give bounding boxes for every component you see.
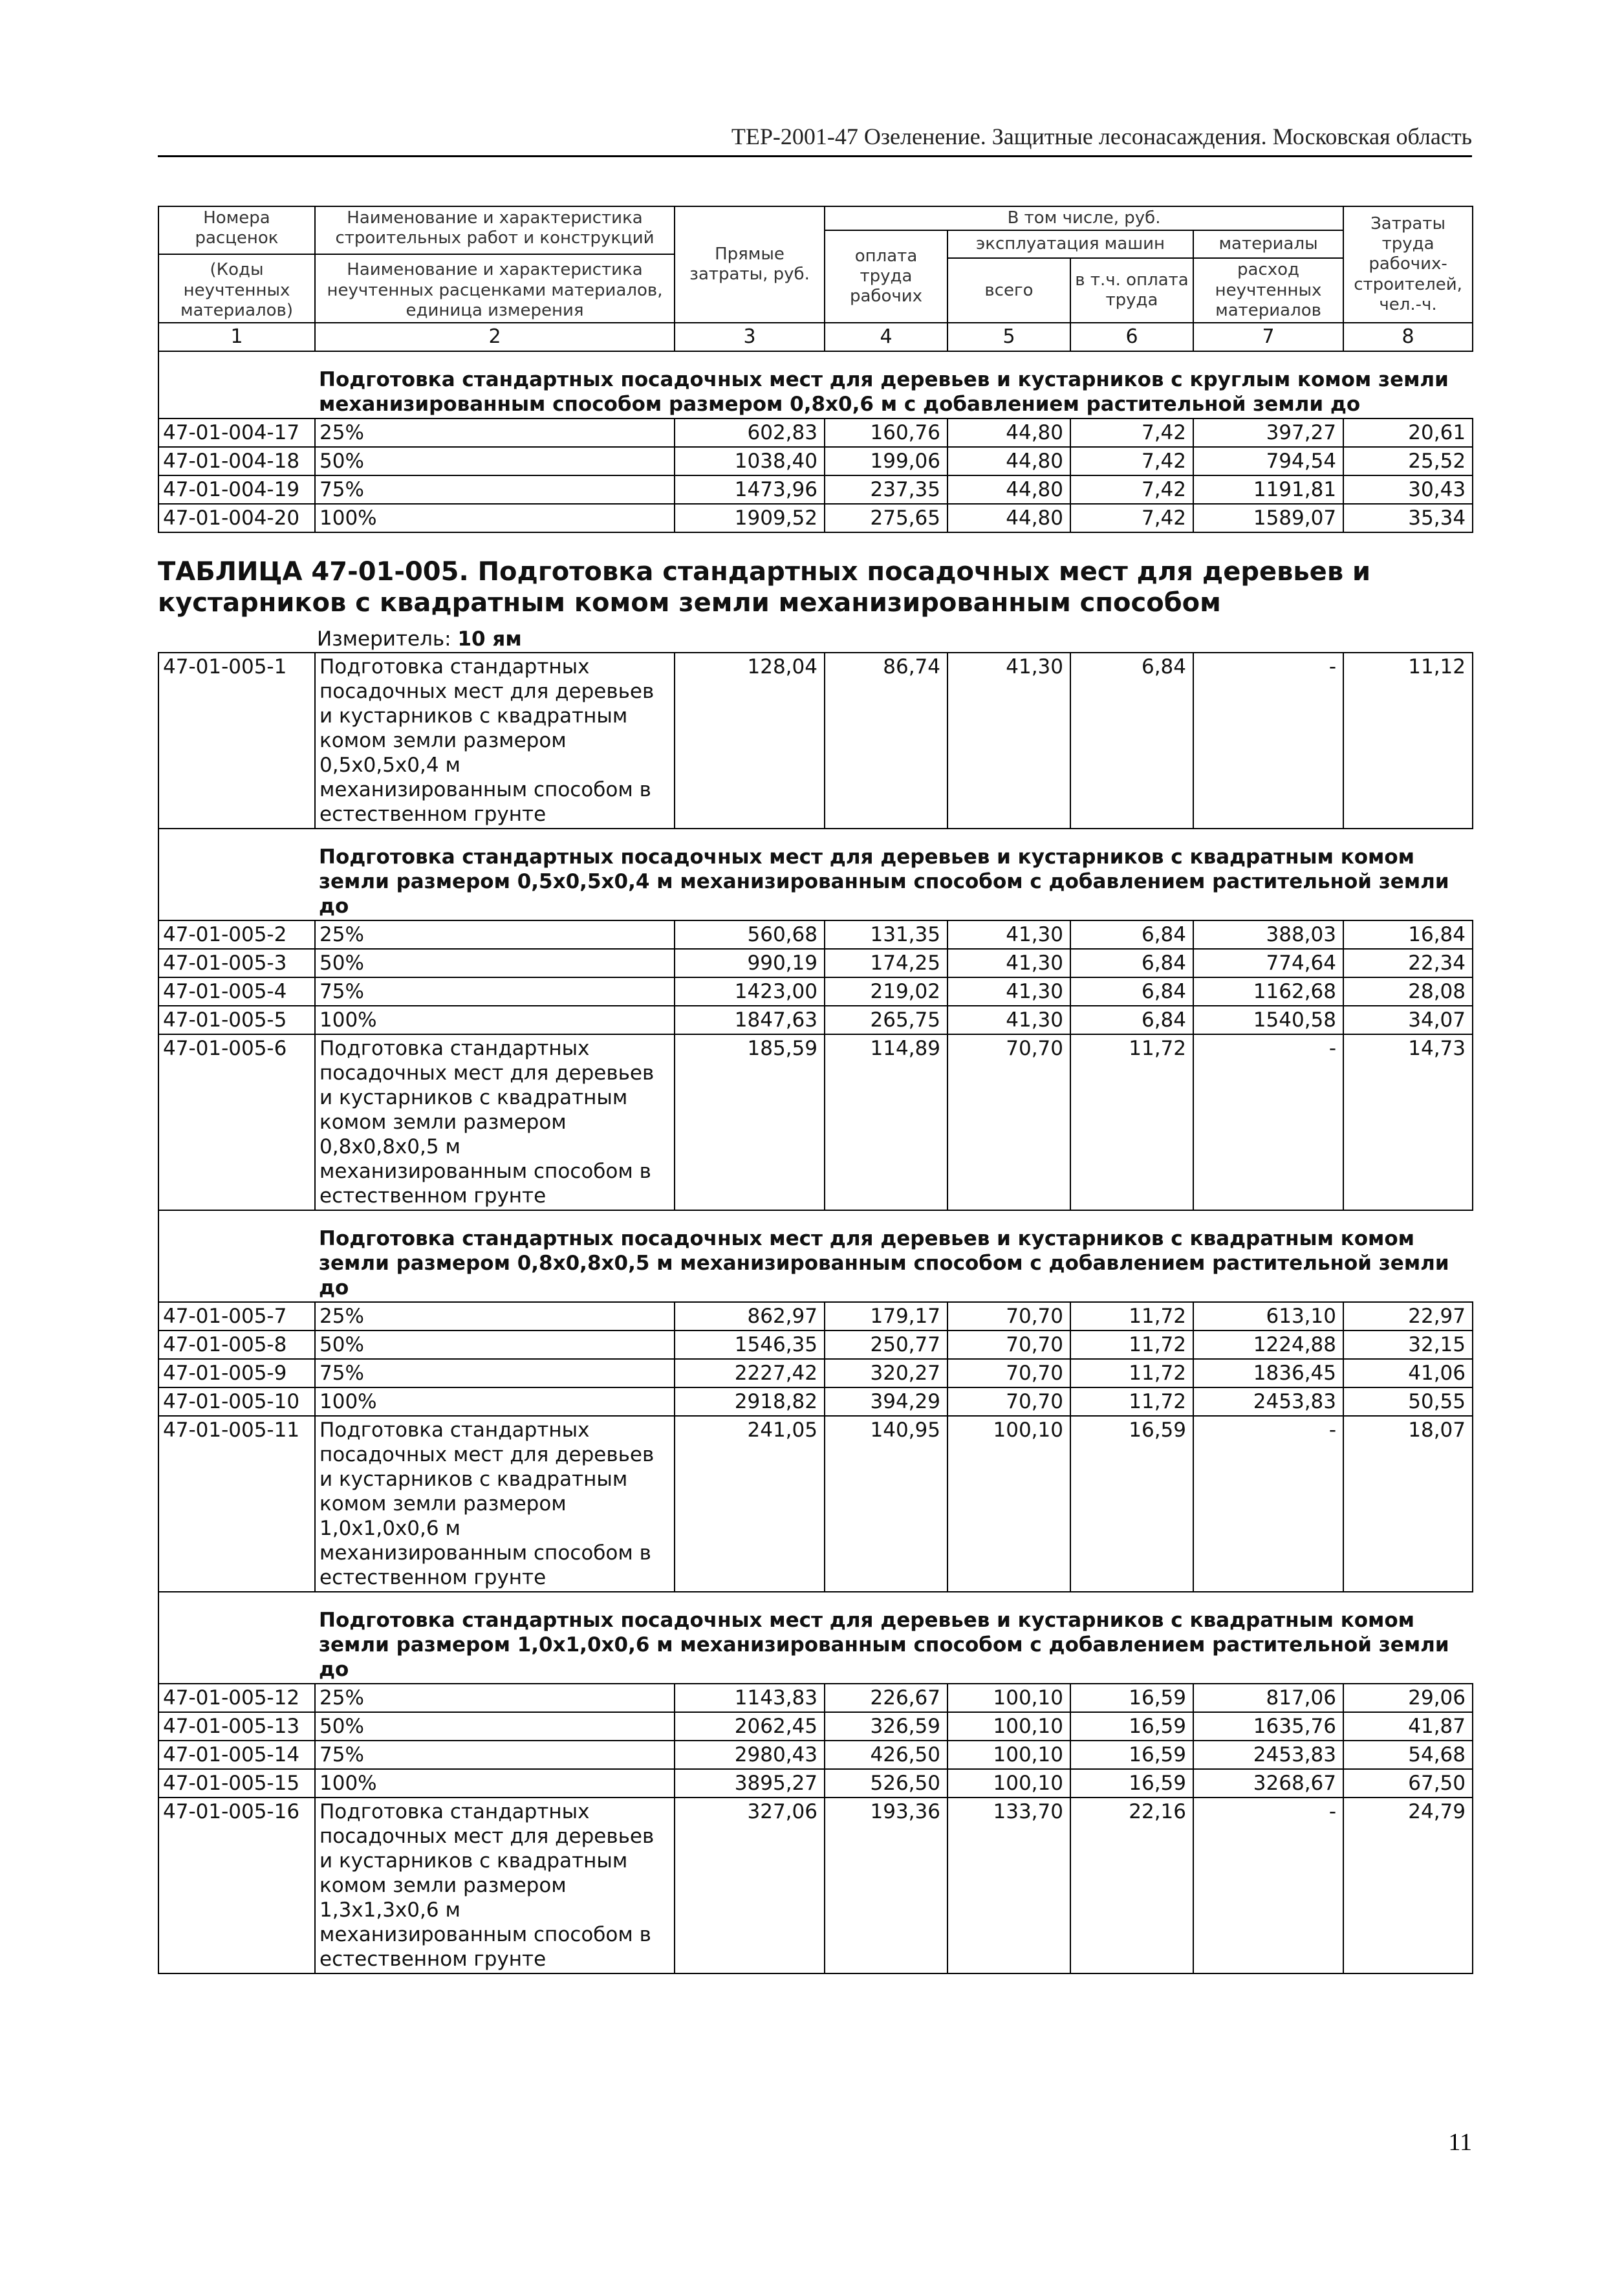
worker-pay: 174,25 xyxy=(825,949,947,977)
table-body-2 xyxy=(158,653,1473,1973)
section-blank-cell xyxy=(158,1592,315,1684)
col-code-label: Номера расценок xyxy=(195,208,279,248)
worker-pay: 193,36 xyxy=(825,1798,947,1973)
page-number: 11 xyxy=(1448,2129,1472,2156)
machines-labor: 16,59 xyxy=(1070,1769,1193,1798)
rate-code: 47-01-005-11 xyxy=(158,1416,315,1592)
table-row xyxy=(158,920,1473,949)
labor-hours: 14,73 xyxy=(1343,1034,1473,1210)
work-name: Подготовка стандартных посадочных мест для деревьев и кустарников с квадратным комом земли размером 1,0х1,0х0,6 м механизированным способом в естественном грунте xyxy=(315,1416,675,1592)
col-number: 2 xyxy=(315,323,675,351)
labor-hours: 24,79 xyxy=(1343,1798,1473,1973)
work-name: 50% xyxy=(315,447,675,475)
rate-code: 47-01-004-17 xyxy=(158,418,315,447)
work-name: 25% xyxy=(315,920,675,949)
labor-hours: 67,50 xyxy=(1343,1769,1473,1798)
work-name: 75% xyxy=(315,977,675,1006)
work-name: 100% xyxy=(315,1769,675,1798)
worker-pay: 114,89 xyxy=(825,1034,947,1210)
table-row xyxy=(158,1712,1473,1741)
rates-sheet xyxy=(158,206,1472,1974)
materials-cost: - xyxy=(1193,1416,1343,1592)
table-row xyxy=(158,447,1473,475)
work-name: 50% xyxy=(315,1712,675,1741)
table-row xyxy=(158,1684,1473,1712)
rate-code: 47-01-005-14 xyxy=(158,1741,315,1769)
direct-costs: 2918,82 xyxy=(675,1387,825,1416)
table-row xyxy=(158,1769,1473,1798)
worker-pay: 199,06 xyxy=(825,447,947,475)
machines-labor: 22,16 xyxy=(1070,1798,1193,1973)
direct-costs: 327,06 xyxy=(675,1798,825,1973)
machines-total: 100,10 xyxy=(947,1741,1070,1769)
materials-cost: - xyxy=(1193,653,1343,829)
direct-costs: 1909,52 xyxy=(675,504,825,532)
section-header-row xyxy=(158,1210,1473,1302)
table-row xyxy=(158,1359,1473,1387)
direct-costs: 1143,83 xyxy=(675,1684,825,1712)
work-name: 100% xyxy=(315,504,675,532)
work-name: 25% xyxy=(315,1684,675,1712)
direct-costs: 1847,63 xyxy=(675,1006,825,1034)
worker-pay: 326,59 xyxy=(825,1712,947,1741)
direct-costs: 185,59 xyxy=(675,1034,825,1210)
col-code-sub-label: (Коды неучтенных материалов) xyxy=(159,254,314,321)
work-name: 100% xyxy=(315,1006,675,1034)
meter xyxy=(158,627,1472,652)
machines-labor: 16,59 xyxy=(1070,1741,1193,1769)
direct-costs: 1473,96 xyxy=(675,475,825,504)
col-header-direct-costs: Прямые затраты, руб. xyxy=(675,206,825,323)
page-header: ТЕР-2001-47 Озеленение. Защитные лесонасаждения. Московская область xyxy=(158,123,1472,157)
machines-labor: 7,42 xyxy=(1070,418,1193,447)
work-name: 25% xyxy=(315,418,675,447)
col-header-machines-labor: в т.ч. оплата труда xyxy=(1070,258,1193,323)
labor-hours: 54,68 xyxy=(1343,1741,1473,1769)
worker-pay: 226,67 xyxy=(825,1684,947,1712)
rate-code: 47-01-005-10 xyxy=(158,1387,315,1416)
labor-hours: 16,84 xyxy=(1343,920,1473,949)
rate-code: 47-01-004-18 xyxy=(158,447,315,475)
rate-code: 47-01-005-13 xyxy=(158,1712,315,1741)
section-header-row xyxy=(158,1592,1473,1684)
machines-total: 41,30 xyxy=(947,653,1070,829)
materials-cost: 1162,68 xyxy=(1193,977,1343,1006)
section-blank-cell xyxy=(158,829,315,920)
worker-pay: 250,77 xyxy=(825,1331,947,1359)
labor-hours: 34,07 xyxy=(1343,1006,1473,1034)
materials-cost: 1589,07 xyxy=(1193,504,1343,532)
machines-total: 100,10 xyxy=(947,1712,1070,1741)
rate-code: 47-01-005-4 xyxy=(158,977,315,1006)
col-header-machines: эксплуатация машин xyxy=(947,230,1193,258)
table-row xyxy=(158,1387,1473,1416)
worker-pay: 237,35 xyxy=(825,475,947,504)
machines-total: 44,80 xyxy=(947,504,1070,532)
table-row xyxy=(158,418,1473,447)
section-title: Подготовка стандартных посадочных мест для деревьев и кустарников с квадратным комом земли размером 0,8х0,8х0,5 м механизированным способом с добавлением растительной земли до xyxy=(315,1210,1473,1302)
machines-labor: 7,42 xyxy=(1070,504,1193,532)
machines-labor: 6,84 xyxy=(1070,920,1193,949)
work-name: 75% xyxy=(315,1359,675,1387)
materials-cost: 613,10 xyxy=(1193,1302,1343,1331)
col-number: 1 xyxy=(158,323,315,351)
rate-code: 47-01-005-5 xyxy=(158,1006,315,1034)
materials-cost: - xyxy=(1193,1798,1343,1973)
table-body-1 xyxy=(158,351,1473,532)
rate-code: 47-01-005-8 xyxy=(158,1331,315,1359)
table-row xyxy=(158,1006,1473,1034)
table-row xyxy=(158,1741,1473,1769)
rate-code: 47-01-004-20 xyxy=(158,504,315,532)
col-number: 8 xyxy=(1343,323,1473,351)
materials-cost: 1635,76 xyxy=(1193,1712,1343,1741)
rate-code: 47-01-005-1 xyxy=(158,653,315,829)
machines-labor: 11,72 xyxy=(1070,1302,1193,1331)
materials-cost: 2453,83 xyxy=(1193,1387,1343,1416)
labor-hours: 32,15 xyxy=(1343,1331,1473,1359)
section-title: Подготовка стандартных посадочных мест для деревьев и кустарников с квадратным комом земли размером 0,5х0,5х0,4 м механизированным способом с добавлением растительной земли до xyxy=(315,829,1473,920)
table-row xyxy=(158,1034,1473,1210)
work-name: 75% xyxy=(315,475,675,504)
col-header-code xyxy=(158,206,315,323)
machines-labor: 11,72 xyxy=(1070,1387,1193,1416)
machines-total: 44,80 xyxy=(947,447,1070,475)
machines-labor: 7,42 xyxy=(1070,447,1193,475)
labor-hours: 41,06 xyxy=(1343,1359,1473,1387)
work-name: Подготовка стандартных посадочных мест для деревьев и кустарников с квадратным комом земли размером 0,8х0,8х0,5 м механизированным способом в естественном грунте xyxy=(315,1034,675,1210)
table-row xyxy=(158,475,1473,504)
labor-hours: 29,06 xyxy=(1343,1684,1473,1712)
direct-costs: 1546,35 xyxy=(675,1331,825,1359)
table-2-heading: ТАБЛИЦА 47-01-005. Подготовка стандартных посадочных мест для деревьев и кустарников с квадратным комом земли механизированным способом xyxy=(158,556,1371,618)
col-number: 3 xyxy=(675,323,825,351)
materials-cost: 1191,81 xyxy=(1193,475,1343,504)
materials-cost: 388,03 xyxy=(1193,920,1343,949)
worker-pay: 275,65 xyxy=(825,504,947,532)
worker-pay: 131,35 xyxy=(825,920,947,949)
rate-code: 47-01-005-12 xyxy=(158,1684,315,1712)
labor-hours: 11,12 xyxy=(1343,653,1473,829)
direct-costs: 602,83 xyxy=(675,418,825,447)
worker-pay: 426,50 xyxy=(825,1741,947,1769)
labor-hours: 28,08 xyxy=(1343,977,1473,1006)
section-header-row xyxy=(158,829,1473,920)
work-name: 75% xyxy=(315,1741,675,1769)
table-row xyxy=(158,1302,1473,1331)
worker-pay: 320,27 xyxy=(825,1359,947,1387)
col-number: 6 xyxy=(1070,323,1193,351)
materials-cost: 3268,67 xyxy=(1193,1769,1343,1798)
labor-hours: 35,34 xyxy=(1343,504,1473,532)
rate-code: 47-01-005-7 xyxy=(158,1302,315,1331)
machines-total: 100,10 xyxy=(947,1416,1070,1592)
rate-code: 47-01-005-2 xyxy=(158,920,315,949)
col-header-unaccounted-materials: расход неучтенных материалов xyxy=(1193,258,1343,323)
col-header-name xyxy=(315,206,675,323)
col-name-label: Наименование и характеристика строительных работ и конструкций xyxy=(335,208,655,248)
direct-costs: 2227,42 xyxy=(675,1359,825,1387)
machines-labor: 11,72 xyxy=(1070,1331,1193,1359)
section-blank-cell xyxy=(158,1210,315,1302)
direct-costs: 560,68 xyxy=(675,920,825,949)
direct-costs: 1423,00 xyxy=(675,977,825,1006)
direct-costs: 241,05 xyxy=(675,1416,825,1592)
direct-costs: 2980,43 xyxy=(675,1741,825,1769)
machines-total: 100,10 xyxy=(947,1769,1070,1798)
machines-labor: 6,84 xyxy=(1070,1006,1193,1034)
machines-labor: 16,59 xyxy=(1070,1684,1193,1712)
section-title: Подготовка стандартных посадочных мест для деревьев и кустарников с квадратным комом земли размером 1,0х1,0х0,6 м механизированным способом с добавлением растительной земли до xyxy=(315,1592,1473,1684)
work-name: Подготовка стандартных посадочных мест для деревьев и кустарников с квадратным комом земли размером 0,5х0,5х0,4 м механизированным способом в естественном грунте xyxy=(315,653,675,829)
rate-code: 47-01-005-16 xyxy=(158,1798,315,1973)
rate-code: 47-01-005-15 xyxy=(158,1769,315,1798)
worker-pay: 394,29 xyxy=(825,1387,947,1416)
work-name: 25% xyxy=(315,1302,675,1331)
direct-costs: 128,04 xyxy=(675,653,825,829)
materials-cost: 1836,45 xyxy=(1193,1359,1343,1387)
col-header-machines-total: всего xyxy=(947,258,1070,323)
machines-total: 70,70 xyxy=(947,1331,1070,1359)
work-name: 50% xyxy=(315,1331,675,1359)
labor-hours: 20,61 xyxy=(1343,418,1473,447)
materials-cost: 2453,83 xyxy=(1193,1741,1343,1769)
direct-costs: 3895,27 xyxy=(675,1769,825,1798)
col-number: 5 xyxy=(947,323,1070,351)
col-name-sub-label: Наименование и характеристика неучтенных расценками материалов, единица измерения xyxy=(316,254,674,321)
worker-pay: 265,75 xyxy=(825,1006,947,1034)
machines-labor: 11,72 xyxy=(1070,1359,1193,1387)
machines-total: 100,10 xyxy=(947,1684,1070,1712)
meter-label: Измеритель: xyxy=(317,627,451,651)
machines-labor: 7,42 xyxy=(1070,475,1193,504)
labor-hours: 18,07 xyxy=(1343,1416,1473,1592)
machines-labor: 6,84 xyxy=(1070,653,1193,829)
work-name: 50% xyxy=(315,949,675,977)
materials-cost: 794,54 xyxy=(1193,447,1343,475)
machines-total: 41,30 xyxy=(947,1006,1070,1034)
labor-hours: 25,52 xyxy=(1343,447,1473,475)
materials-cost: - xyxy=(1193,1034,1343,1210)
table-row xyxy=(158,1798,1473,1973)
materials-cost: 817,06 xyxy=(1193,1684,1343,1712)
machines-total: 41,30 xyxy=(947,920,1070,949)
machines-labor: 16,59 xyxy=(1070,1712,1193,1741)
table-row xyxy=(158,653,1473,829)
rate-code: 47-01-004-19 xyxy=(158,475,315,504)
meter-value: 10 ям xyxy=(457,627,522,651)
machines-total: 41,30 xyxy=(947,949,1070,977)
section-title: Подготовка стандартных посадочных мест для деревьев и кустарников с круглым комом земли механизированным способом размером 0,8х0,6 м с добавлением растительной земли до xyxy=(315,351,1473,418)
rate-code: 47-01-005-9 xyxy=(158,1359,315,1387)
direct-costs: 2062,45 xyxy=(675,1712,825,1741)
machines-total: 44,80 xyxy=(947,418,1070,447)
worker-pay: 219,02 xyxy=(825,977,947,1006)
machines-total: 70,70 xyxy=(947,1359,1070,1387)
table-header xyxy=(158,206,1473,351)
work-name: Подготовка стандартных посадочных мест для деревьев и кустарников с квадратным комом земли размером 1,3х1,3х0,6 м механизированным способом в естественном грунте xyxy=(315,1798,675,1973)
machines-total: 70,70 xyxy=(947,1387,1070,1416)
work-name: 100% xyxy=(315,1387,675,1416)
section-header-row xyxy=(158,351,1473,418)
labor-hours: 22,34 xyxy=(1343,949,1473,977)
materials-cost: 774,64 xyxy=(1193,949,1343,977)
rate-code: 47-01-005-3 xyxy=(158,949,315,977)
machines-labor: 6,84 xyxy=(1070,949,1193,977)
table-row xyxy=(158,1416,1473,1592)
machines-labor: 11,72 xyxy=(1070,1034,1193,1210)
direct-costs: 990,19 xyxy=(675,949,825,977)
col-header-materials: материалы xyxy=(1193,230,1343,258)
labor-hours: 50,55 xyxy=(1343,1387,1473,1416)
direct-costs: 862,97 xyxy=(675,1302,825,1331)
worker-pay: 160,76 xyxy=(825,418,947,447)
col-header-including: В том числе, руб. xyxy=(825,206,1343,230)
table-row xyxy=(158,977,1473,1006)
rates-table-2 xyxy=(158,652,1473,1974)
direct-costs: 1038,40 xyxy=(675,447,825,475)
machines-total: 70,70 xyxy=(947,1034,1070,1210)
rates-table xyxy=(158,206,1473,533)
table-row xyxy=(158,504,1473,532)
materials-cost: 1224,88 xyxy=(1193,1331,1343,1359)
table-row xyxy=(158,949,1473,977)
worker-pay: 179,17 xyxy=(825,1302,947,1331)
labor-hours: 41,87 xyxy=(1343,1712,1473,1741)
worker-pay: 526,50 xyxy=(825,1769,947,1798)
col-header-worker-pay: оплата труда рабочих xyxy=(825,230,947,323)
labor-hours: 22,97 xyxy=(1343,1302,1473,1331)
section-blank-cell xyxy=(158,351,315,418)
worker-pay: 86,74 xyxy=(825,653,947,829)
machines-total: 70,70 xyxy=(947,1302,1070,1331)
machines-labor: 16,59 xyxy=(1070,1416,1193,1592)
worker-pay: 140,95 xyxy=(825,1416,947,1592)
labor-hours: 30,43 xyxy=(1343,475,1473,504)
machines-total: 41,30 xyxy=(947,977,1070,1006)
machines-total: 44,80 xyxy=(947,475,1070,504)
table-row xyxy=(158,1331,1473,1359)
machines-labor: 6,84 xyxy=(1070,977,1193,1006)
col-number: 4 xyxy=(825,323,947,351)
materials-cost: 397,27 xyxy=(1193,418,1343,447)
rate-code: 47-01-005-6 xyxy=(158,1034,315,1210)
materials-cost: 1540,58 xyxy=(1193,1006,1343,1034)
machines-total: 133,70 xyxy=(947,1798,1070,1973)
col-header-labor-hours: Затраты труда рабочих-строителей, чел.-ч. xyxy=(1343,206,1473,323)
col-number: 7 xyxy=(1193,323,1343,351)
